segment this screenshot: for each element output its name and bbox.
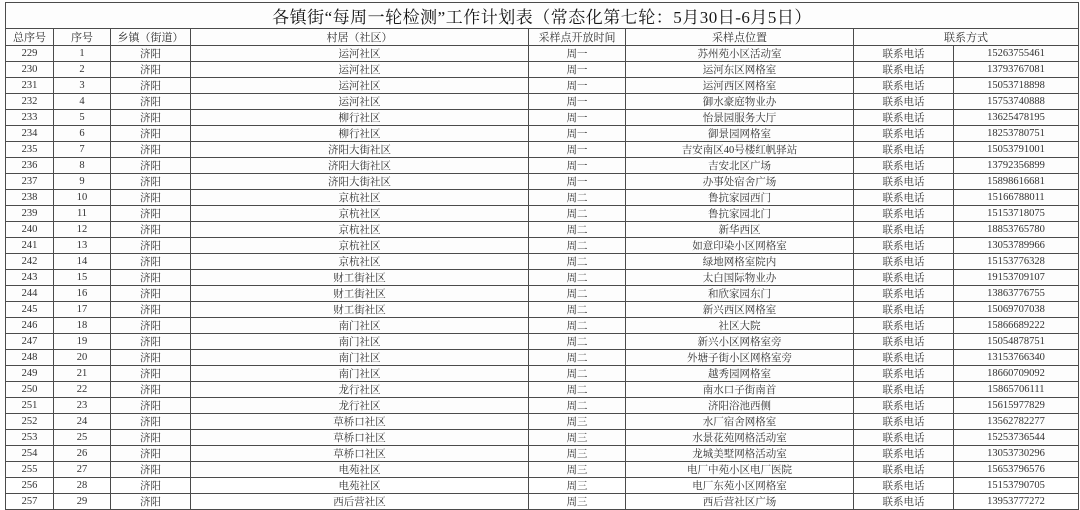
- cell-phone: 15069707038: [954, 302, 1079, 318]
- cell-open-time: 周三: [529, 414, 626, 430]
- cell-contact-label: 联系电话: [854, 478, 954, 494]
- cell-location: 绿地网格室院内: [626, 254, 854, 270]
- cell-open-time: 周一: [529, 94, 626, 110]
- cell-open-time: 周一: [529, 46, 626, 62]
- cell-community: 草桥口社区: [191, 446, 529, 462]
- cell-community: 济阳大街社区: [191, 174, 529, 190]
- cell-total-no: 255: [6, 462, 54, 478]
- cell-phone: 13053730296: [954, 446, 1079, 462]
- col-header-seq-no: 序号: [54, 29, 111, 46]
- table-row: [6, 286, 1079, 302]
- cell-contact-label: 联系电话: [854, 94, 954, 110]
- col-header-open-time: 采样点开放时间: [529, 29, 626, 46]
- cell-community: 财工街社区: [191, 270, 529, 286]
- cell-town: 济阳: [111, 494, 191, 510]
- cell-seq-no: 25: [54, 430, 111, 446]
- cell-total-no: 254: [6, 446, 54, 462]
- col-header-location: 采样点位置: [626, 29, 854, 46]
- cell-open-time: 周一: [529, 78, 626, 94]
- cell-town: 济阳: [111, 78, 191, 94]
- cell-total-no: 244: [6, 286, 54, 302]
- cell-location: 电厂中苑小区电厂医院: [626, 462, 854, 478]
- cell-total-no: 230: [6, 62, 54, 78]
- cell-phone: 13792356899: [954, 158, 1079, 174]
- cell-open-time: 周二: [529, 366, 626, 382]
- table-row: [6, 430, 1079, 446]
- cell-total-no: 243: [6, 270, 54, 286]
- cell-town: 济阳: [111, 190, 191, 206]
- cell-town: 济阳: [111, 414, 191, 430]
- cell-location: 怡景园服务大厅: [626, 110, 854, 126]
- table-row: [6, 446, 1079, 462]
- cell-contact-label: 联系电话: [854, 382, 954, 398]
- table-row: [6, 334, 1079, 350]
- cell-town: 济阳: [111, 238, 191, 254]
- cell-phone: 19153709107: [954, 270, 1079, 286]
- table-row: [6, 478, 1079, 494]
- page-title: 各镇街“每周一轮检测”工作计划表（常态化第七轮：5月30日-6月5日）: [6, 3, 1079, 29]
- cell-town: 济阳: [111, 110, 191, 126]
- cell-community: 电苑社区: [191, 478, 529, 494]
- table-row: [6, 206, 1079, 222]
- cell-phone: 15865706111: [954, 382, 1079, 398]
- cell-phone: 13863776755: [954, 286, 1079, 302]
- cell-total-no: 247: [6, 334, 54, 350]
- cell-open-time: 周二: [529, 302, 626, 318]
- cell-location: 鲁抗家园北门: [626, 206, 854, 222]
- cell-location: 西后营社区广场: [626, 494, 854, 510]
- cell-open-time: 周一: [529, 142, 626, 158]
- cell-location: 水厂宿舍网格室: [626, 414, 854, 430]
- cell-location: 电厂东苑小区网格室: [626, 478, 854, 494]
- cell-total-no: 236: [6, 158, 54, 174]
- cell-contact-label: 联系电话: [854, 462, 954, 478]
- cell-phone: 15153790705: [954, 478, 1079, 494]
- cell-contact-label: 联系电话: [854, 302, 954, 318]
- cell-seq-no: 14: [54, 254, 111, 270]
- cell-community: 南门社区: [191, 366, 529, 382]
- cell-open-time: 周三: [529, 494, 626, 510]
- cell-phone: 15753740888: [954, 94, 1079, 110]
- cell-phone: 15898616681: [954, 174, 1079, 190]
- table-row: [6, 94, 1079, 110]
- cell-town: 济阳: [111, 94, 191, 110]
- table-row: [6, 190, 1079, 206]
- cell-total-no: 238: [6, 190, 54, 206]
- cell-location: 吉安南区40号楼红帆驿站: [626, 142, 854, 158]
- table-row: [6, 254, 1079, 270]
- table-row: [6, 270, 1079, 286]
- cell-town: 济阳: [111, 462, 191, 478]
- cell-contact-label: 联系电话: [854, 174, 954, 190]
- col-header-total-no: 总序号: [6, 29, 54, 46]
- cell-phone: 15866689222: [954, 318, 1079, 334]
- cell-phone: 18660709092: [954, 366, 1079, 382]
- table-row: [6, 158, 1079, 174]
- cell-location: 运河东区网格室: [626, 62, 854, 78]
- cell-total-no: 256: [6, 478, 54, 494]
- cell-open-time: 周二: [529, 206, 626, 222]
- cell-location: 南水口子街南首: [626, 382, 854, 398]
- cell-location: 越秀园网格室: [626, 366, 854, 382]
- cell-town: 济阳: [111, 398, 191, 414]
- cell-seq-no: 12: [54, 222, 111, 238]
- cell-community: 京杭社区: [191, 238, 529, 254]
- cell-contact-label: 联系电话: [854, 254, 954, 270]
- cell-open-time: 周三: [529, 430, 626, 446]
- cell-open-time: 周二: [529, 238, 626, 254]
- table-body: [6, 3, 1079, 510]
- cell-contact-label: 联系电话: [854, 158, 954, 174]
- cell-seq-no: 23: [54, 398, 111, 414]
- cell-phone: 15054878751: [954, 334, 1079, 350]
- cell-location: 新兴小区网格室旁: [626, 334, 854, 350]
- cell-town: 济阳: [111, 222, 191, 238]
- cell-seq-no: 1: [54, 46, 111, 62]
- cell-location: 水景花苑网格活动室: [626, 430, 854, 446]
- cell-open-time: 周一: [529, 174, 626, 190]
- table-row: [6, 174, 1079, 190]
- cell-town: 济阳: [111, 334, 191, 350]
- cell-town: 济阳: [111, 174, 191, 190]
- cell-phone: 15053718898: [954, 78, 1079, 94]
- cell-contact-label: 联系电话: [854, 206, 954, 222]
- header-row: [6, 29, 1079, 46]
- cell-community: 运河社区: [191, 94, 529, 110]
- cell-seq-no: 18: [54, 318, 111, 334]
- cell-open-time: 周二: [529, 270, 626, 286]
- cell-town: 济阳: [111, 46, 191, 62]
- cell-open-time: 周二: [529, 254, 626, 270]
- cell-total-no: 253: [6, 430, 54, 446]
- cell-location: 御景园网格室: [626, 126, 854, 142]
- cell-contact-label: 联系电话: [854, 110, 954, 126]
- cell-phone: 13053789966: [954, 238, 1079, 254]
- cell-open-time: 周二: [529, 222, 626, 238]
- cell-location: 太白国际物业办: [626, 270, 854, 286]
- cell-seq-no: 20: [54, 350, 111, 366]
- cell-town: 济阳: [111, 158, 191, 174]
- table-row: [6, 462, 1079, 478]
- cell-community: 京杭社区: [191, 206, 529, 222]
- cell-total-no: 234: [6, 126, 54, 142]
- cell-community: 济阳大街社区: [191, 158, 529, 174]
- cell-location: 济阳浴池西侧: [626, 398, 854, 414]
- cell-location: 御水豪庭物业办: [626, 94, 854, 110]
- cell-location: 办事处宿舍广场: [626, 174, 854, 190]
- cell-location: 社区大院: [626, 318, 854, 334]
- cell-seq-no: 11: [54, 206, 111, 222]
- cell-open-time: 周一: [529, 158, 626, 174]
- cell-town: 济阳: [111, 446, 191, 462]
- cell-open-time: 周一: [529, 62, 626, 78]
- cell-seq-no: 9: [54, 174, 111, 190]
- cell-seq-no: 29: [54, 494, 111, 510]
- cell-seq-no: 10: [54, 190, 111, 206]
- table-row: [6, 222, 1079, 238]
- cell-contact-label: 联系电话: [854, 494, 954, 510]
- cell-contact-label: 联系电话: [854, 318, 954, 334]
- cell-open-time: 周二: [529, 350, 626, 366]
- cell-community: 运河社区: [191, 46, 529, 62]
- cell-town: 济阳: [111, 142, 191, 158]
- cell-phone: 13793767081: [954, 62, 1079, 78]
- cell-community: 草桥口社区: [191, 414, 529, 430]
- cell-total-no: 232: [6, 94, 54, 110]
- cell-contact-label: 联系电话: [854, 366, 954, 382]
- cell-contact-label: 联系电话: [854, 286, 954, 302]
- cell-location: 和欣家园东门: [626, 286, 854, 302]
- cell-open-time: 周一: [529, 110, 626, 126]
- cell-town: 济阳: [111, 478, 191, 494]
- table-row: [6, 110, 1079, 126]
- cell-seq-no: 8: [54, 158, 111, 174]
- table-row: [6, 302, 1079, 318]
- cell-community: 柳行社区: [191, 110, 529, 126]
- cell-open-time: 周二: [529, 398, 626, 414]
- cell-contact-label: 联系电话: [854, 334, 954, 350]
- table-row: [6, 366, 1079, 382]
- cell-seq-no: 28: [54, 478, 111, 494]
- cell-contact-label: 联系电话: [854, 350, 954, 366]
- cell-contact-label: 联系电话: [854, 430, 954, 446]
- col-header-town: 乡镇（街道）: [111, 29, 191, 46]
- cell-location: 吉安北区广场: [626, 158, 854, 174]
- cell-total-no: 237: [6, 174, 54, 190]
- cell-phone: 15153776328: [954, 254, 1079, 270]
- cell-town: 济阳: [111, 270, 191, 286]
- cell-total-no: 246: [6, 318, 54, 334]
- cell-community: 草桥口社区: [191, 430, 529, 446]
- cell-open-time: 周三: [529, 478, 626, 494]
- table-row: [6, 142, 1079, 158]
- cell-open-time: 周二: [529, 286, 626, 302]
- cell-total-no: 229: [6, 46, 54, 62]
- cell-community: 济阳大街社区: [191, 142, 529, 158]
- cell-location: 外塘子街小区网格室旁: [626, 350, 854, 366]
- cell-location: 鲁抗家园西门: [626, 190, 854, 206]
- table-row: [6, 78, 1079, 94]
- cell-total-no: 245: [6, 302, 54, 318]
- table-row: [6, 62, 1079, 78]
- cell-total-no: 242: [6, 254, 54, 270]
- cell-seq-no: 13: [54, 238, 111, 254]
- cell-total-no: 248: [6, 350, 54, 366]
- cell-community: 南门社区: [191, 318, 529, 334]
- table-row: [6, 398, 1079, 414]
- cell-phone: 13953777272: [954, 494, 1079, 510]
- cell-phone: 13562782277: [954, 414, 1079, 430]
- cell-community: 京杭社区: [191, 222, 529, 238]
- cell-contact-label: 联系电话: [854, 142, 954, 158]
- cell-phone: 13625478195: [954, 110, 1079, 126]
- cell-town: 济阳: [111, 206, 191, 222]
- col-header-contact: 联系方式: [854, 29, 1079, 46]
- cell-total-no: 252: [6, 414, 54, 430]
- cell-seq-no: 19: [54, 334, 111, 350]
- cell-contact-label: 联系电话: [854, 398, 954, 414]
- cell-seq-no: 24: [54, 414, 111, 430]
- cell-community: 运河社区: [191, 78, 529, 94]
- cell-open-time: 周二: [529, 334, 626, 350]
- cell-town: 济阳: [111, 318, 191, 334]
- table-row: [6, 318, 1079, 334]
- cell-phone: 15166788011: [954, 190, 1079, 206]
- cell-contact-label: 联系电话: [854, 446, 954, 462]
- cell-seq-no: 16: [54, 286, 111, 302]
- cell-total-no: 233: [6, 110, 54, 126]
- cell-town: 济阳: [111, 254, 191, 270]
- cell-phone: 13153766340: [954, 350, 1079, 366]
- cell-phone: 15653796576: [954, 462, 1079, 478]
- cell-total-no: 251: [6, 398, 54, 414]
- cell-phone: 15053791001: [954, 142, 1079, 158]
- cell-town: 济阳: [111, 62, 191, 78]
- cell-town: 济阳: [111, 430, 191, 446]
- table-row: [6, 350, 1079, 366]
- table-row: [6, 494, 1079, 510]
- cell-phone: 15253736544: [954, 430, 1079, 446]
- cell-town: 济阳: [111, 366, 191, 382]
- title-row: [6, 3, 1079, 29]
- cell-total-no: 235: [6, 142, 54, 158]
- table-row: [6, 414, 1079, 430]
- cell-location: 新兴西区网格室: [626, 302, 854, 318]
- cell-seq-no: 26: [54, 446, 111, 462]
- cell-location: 运河西区网格室: [626, 78, 854, 94]
- cell-community: 财工街社区: [191, 286, 529, 302]
- cell-community: 柳行社区: [191, 126, 529, 142]
- cell-community: 京杭社区: [191, 254, 529, 270]
- cell-community: 运河社区: [191, 62, 529, 78]
- cell-seq-no: 27: [54, 462, 111, 478]
- cell-total-no: 239: [6, 206, 54, 222]
- cell-community: 电苑社区: [191, 462, 529, 478]
- table-row: [6, 382, 1079, 398]
- cell-community: 西后营社区: [191, 494, 529, 510]
- cell-seq-no: 21: [54, 366, 111, 382]
- cell-total-no: 231: [6, 78, 54, 94]
- cell-seq-no: 4: [54, 94, 111, 110]
- cell-location: 新华西区: [626, 222, 854, 238]
- cell-total-no: 241: [6, 238, 54, 254]
- cell-seq-no: 3: [54, 78, 111, 94]
- cell-community: 财工街社区: [191, 302, 529, 318]
- cell-town: 济阳: [111, 350, 191, 366]
- cell-open-time: 周二: [529, 190, 626, 206]
- col-header-community: 村居（社区）: [191, 29, 529, 46]
- cell-open-time: 周二: [529, 318, 626, 334]
- cell-town: 济阳: [111, 302, 191, 318]
- cell-seq-no: 17: [54, 302, 111, 318]
- cell-open-time: 周二: [529, 382, 626, 398]
- cell-phone: 15263755461: [954, 46, 1079, 62]
- cell-contact-label: 联系电话: [854, 190, 954, 206]
- cell-phone: 18253780751: [954, 126, 1079, 142]
- cell-total-no: 240: [6, 222, 54, 238]
- cell-seq-no: 22: [54, 382, 111, 398]
- cell-seq-no: 7: [54, 142, 111, 158]
- cell-community: 龙行社区: [191, 398, 529, 414]
- cell-seq-no: 2: [54, 62, 111, 78]
- cell-contact-label: 联系电话: [854, 62, 954, 78]
- cell-town: 济阳: [111, 126, 191, 142]
- cell-contact-label: 联系电话: [854, 270, 954, 286]
- table-row: [6, 46, 1079, 62]
- cell-community: 南门社区: [191, 350, 529, 366]
- cell-town: 济阳: [111, 382, 191, 398]
- cell-seq-no: 5: [54, 110, 111, 126]
- cell-location: 苏州苑小区活动室: [626, 46, 854, 62]
- cell-open-time: 周三: [529, 462, 626, 478]
- cell-contact-label: 联系电话: [854, 46, 954, 62]
- cell-phone: 15615977829: [954, 398, 1079, 414]
- table-row: [6, 238, 1079, 254]
- table-row: [6, 126, 1079, 142]
- cell-contact-label: 联系电话: [854, 126, 954, 142]
- cell-open-time: 周一: [529, 126, 626, 142]
- cell-contact-label: 联系电话: [854, 414, 954, 430]
- cell-community: 京杭社区: [191, 190, 529, 206]
- cell-contact-label: 联系电话: [854, 238, 954, 254]
- cell-open-time: 周三: [529, 446, 626, 462]
- cell-town: 济阳: [111, 286, 191, 302]
- cell-seq-no: 15: [54, 270, 111, 286]
- cell-seq-no: 6: [54, 126, 111, 142]
- cell-total-no: 250: [6, 382, 54, 398]
- work-plan-table: [5, 2, 1079, 510]
- cell-contact-label: 联系电话: [854, 222, 954, 238]
- cell-location: 龙城美墅网格活动室: [626, 446, 854, 462]
- cell-community: 南门社区: [191, 334, 529, 350]
- cell-phone: 15153718075: [954, 206, 1079, 222]
- cell-location: 如意印染小区网格室: [626, 238, 854, 254]
- cell-phone: 18853765780: [954, 222, 1079, 238]
- cell-total-no: 257: [6, 494, 54, 510]
- cell-total-no: 249: [6, 366, 54, 382]
- cell-community: 龙行社区: [191, 382, 529, 398]
- cell-contact-label: 联系电话: [854, 78, 954, 94]
